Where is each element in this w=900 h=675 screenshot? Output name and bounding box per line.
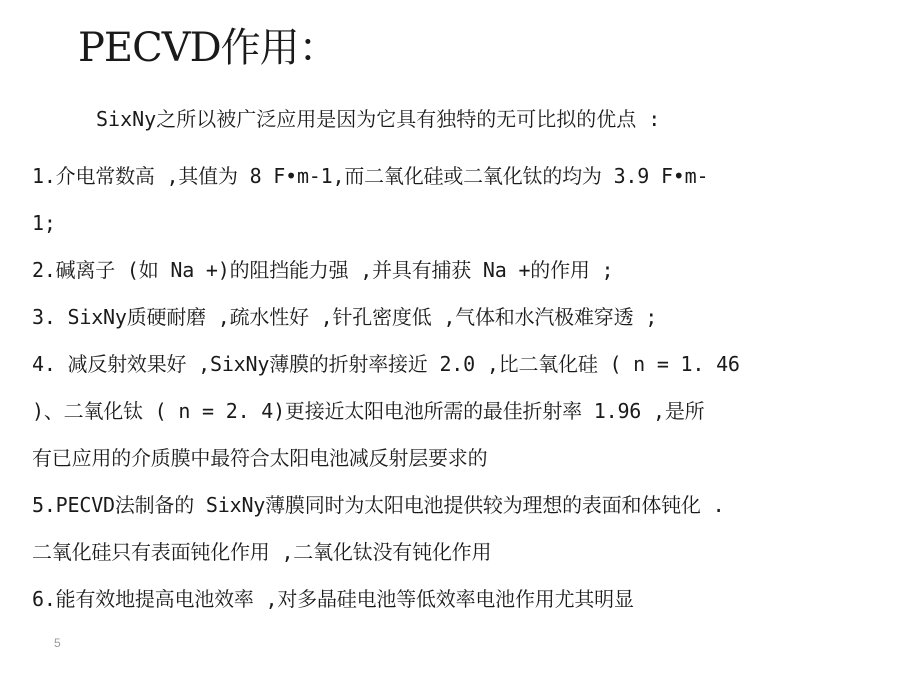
list-item-6 [32, 576, 872, 623]
list-item-2 [32, 247, 872, 294]
list-item-5-line-1: 5.PECVD法制备的 SixNy薄膜同时为太阳电池提供较为理想的表面和体钝化 . [32, 493, 725, 517]
list-item-3-line-1: 3. SixNy质硬耐磨 ,疏水性好 ,针孔密度低 ,气体和水汽极难穿透 ; [32, 305, 658, 329]
intro-text: SixNy之所以被广泛应用是因为它具有独特的无可比拟的优点 : [96, 107, 661, 131]
slide-title: PECVD作用： [78, 25, 338, 71]
list-item-4 [32, 341, 872, 482]
page-number: 5 [54, 636, 61, 650]
list-item-1-line-2: 1; [32, 211, 56, 235]
list-item-5-line-2: 二氧化硅只有表面钝化作用 ,二氧化钛没有钝化作用 [32, 540, 492, 564]
list-item-2-line-1: 2.碱离子 (如 Na +)的阻挡能力强 ,并具有捕获 Na +的作用 ; [32, 258, 614, 282]
list-item-3 [32, 294, 872, 341]
list-item-6-line-1: 6.能有效地提高电池效率 ,对多晶硅电池等低效率电池作用尤其明显 [32, 587, 634, 611]
advantages-list [32, 153, 872, 623]
list-item-4-line-3: 有已应用的介质膜中最符合太阳电池减反射层要求的 [32, 446, 488, 470]
list-item-4-line-2: )、二氧化钛 ( n = 2. 4)更接近太阳电池所需的最佳折射率 1.96 ,是所 [32, 399, 705, 423]
list-item-1-line-1: 1.介电常数高 ,其值为 8 F•m-1,而二氧化硅或二氧化钛的均为 3.9 F•m- [32, 164, 709, 188]
list-item-1 [32, 153, 872, 247]
list-item-5 [32, 482, 872, 576]
list-item-4-line-1: 4. 减反射效果好 ,SixNy薄膜的折射率接近 2.0 ,比二氧化硅 ( n = 1. 46 [32, 352, 740, 376]
